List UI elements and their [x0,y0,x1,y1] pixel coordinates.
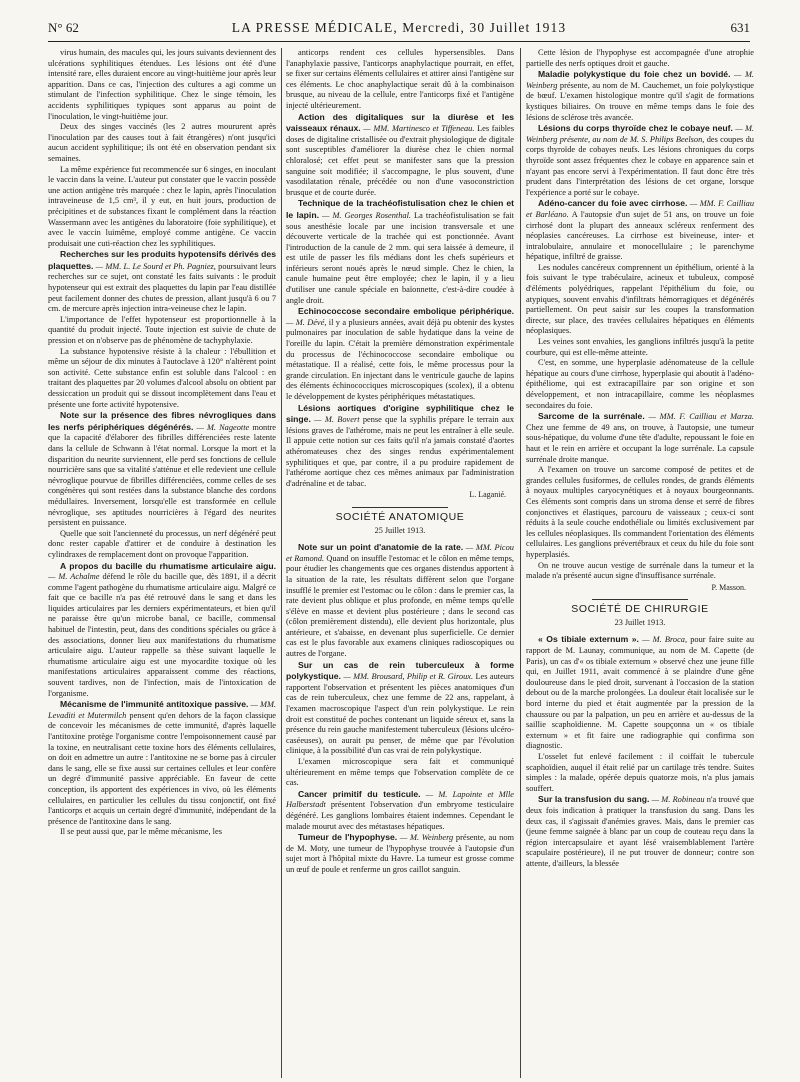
page-header [48,20,750,40]
article-authors: — MM. Martinesco et Tiffeneau. [363,124,475,134]
article-authors: — MM. Picou et Ramond. [286,543,514,563]
article-authors: — M. Broca, [642,635,688,645]
article-text: montre que la capacité d'élaborer des fibrilles différenciées reste latente dans la cellule de Schwann à l'état normal. Lorsque la mort et la disparition du neurite surviennent, elle perd ses fonctions de cellule nourricière sans que sa vitalité s'atténue et elle redevient une cellule névroglique pourvue de fibrilles différenciées, comme celles de ses congénères qui sont restées dans la substance blanche des cordons médullaires. Inversement, lorsqu'elle est transformée en cellule névroglique, ses aptitudes nourricières à l'égard des neurites persistent en puissance. [48,422,276,528]
session-date: 25 Juillet 1913. [374,525,426,535]
article-authors: — M. Weinberg [526,70,754,90]
article-paragraph [286,403,514,490]
paragraph: L'osselet fut enlevé facilement : il coiffait le tubercule scaphoïdien, auquel il était relié par un cartilage très tendre. Suites simples : la malade, opérée depuis quatorze mois, n'a plus jamais souffert. [526,752,754,793]
page-number: 631 [730,20,750,35]
article-text: Chez une femme de 49 ans, on trouve, à l'autopsie, une tumeur sous-hépatique, du volume d'une tête d'adulte, repoussant le foie en haut et le rein en arrière et occupant la loge surrénale. La capsule surrénale droite manque. [526,422,754,464]
paragraph: A l'examen on trouve un sarcome composé de petites et de grandes cellules fusiformes, de cellules rondes, de grands éléments à noyaux multiples caryocynétiques et à noyaux bourgeonnants. Ces éléments sont compris dans un stroma dense et serré de fibres conjonctives et élastiques, parcouru de vaisseaux ; ceux-ci sont réduits à la seule couche endothéliale ou limités exclusivement par les cellules néoplasiques. Ils commandent l'orientation des éléments cellulaires. Les ganglions prévertébraux et ceux du hile du foie sont hyperplasiés. [526,465,754,559]
article-heading: Note sur la présence des fibres névrogliques dans les nerfs périphériques dégénérés. [48,410,276,432]
article-heading: Note sur un point d'anatomie de la rate. [298,542,464,553]
column-divider [520,48,521,1078]
journal-title: LA PRESSE MÉDICALE, Mercredi, 30 Juillet 1913 [231,20,567,35]
article-heading: Cancer primitif du testicule. [298,788,421,799]
paragraph: Cette lésion de l'hypophyse est accompagnée d'une atrophie partielle des nerfs optiques droit et gauche. [526,48,754,68]
article-text: des coupes du corps thyroïde de cobayes neufs. Les lésions chroniques du corps thyroïde sont assez fréquentes chez le cobaye en apparence sain et n'ayant pas encore servi à l'expérimentation. Il faut donc être très prudent dans l'interprétation des lésions de cet organe, lorsque l'expérience a porté sur le cobaye. [526,134,754,197]
section-heading [526,599,754,615]
article-paragraph [48,561,276,700]
article-heading: Recherches sur les produits hypotensifs dérivés des plaquettes. [48,249,276,271]
article-heading: Echinococcose secondaire embolique périphérique. [298,306,514,317]
article-text: Les auteurs rapportent l'observation et présentent les pièces anatomiques d'un cas de rein tuberculeux, chez une femme de 22 ans, rappelant, à l'examen macroscopique l'aspect d'un rein polykystique. Le rein droit est constitué de poches contenant un liquide séreux et, sans la présence du rein gauche manifestement tuberculeux (lésions ulcéro-caséeuses), on aurait pu penser, de même que par l'évolution clinique, à la possibilité d'un cas vrai de rein polykystique. [286,672,514,756]
article-text: n'a trouvé que deux fois indication à pratiquer la transfusion du sang. Dans les deux cas, il s'agissait d'anémies graves. Mais, dans le premier cas (jeune femme saignée à blanc par un coup de couteau reçu dans la région intercapsulaire et ayant lésé vraisemblablement l'artère scapulaire postérieure), il ne put trouver de donneur; contre son attente, d'ailleurs, la blessée [526,795,754,868]
article-text: présentent l'observation d'un embryome testiculaire dégénéré. Les ganglions lombaires étaient indemnes. Cependant le malade mourut avec des métastases hépatiques. [286,800,514,831]
article-authors: — M. Robineau [651,795,705,805]
article-paragraph [526,69,754,123]
paragraph: Les nodules cancéreux comprennent un épithélium, orienté à la fois suivant le type trabéculaire, acineux et tubuleux, composé d'éléments polyédriques, rappelant l'épithélium du foie, ou atypiques, souvent envahis d'infiltrats hémorragiques et dégénérés partiellement. On peut saisir sur les coupes la transformation directe, sur place, des travées cellulaires hépatiques en éléments néoplasiques. [526,262,754,336]
article-paragraph [286,660,514,757]
article-paragraph [286,112,514,199]
article-text: pour faire suite au rapport de M. Launay, communique, au nom de M. Capette (de Paris), un cas d'« os tibiale externum » observé chez une jeune fille qui, en Juillet 1911, avait commencé à se plaindre d'une gêne douloureuse dans le pied droit, survenant à l'occasion de la station debout ou de la marche prolongées. La douleur était localisée sur le bord interne du pied et était augmentée par la pression de la chaussure ou par la palpation, un peu en arrière et au-dessus de la saillie scaphoïdienne. M. Capette soupçonna un « os tibiale externum » et fit faire une radiographie qui confirma son diagnostic. [526,635,754,751]
article-paragraph [526,634,754,752]
issue-number: N° 62 [48,20,79,35]
paragraph: L'examen microscopique sera fait et communiqué ultérieurement en même temps que l'observation complète de ce cas. [286,757,514,788]
header-rule [48,41,750,42]
article-paragraph [286,832,514,875]
article-text: La trachéofistulisation se fait sous anesthésie locale par une incision transversale et une découverte verticale de la trachée qui est ponctionnée. Avant l'introduction de la canule de 2 mm. qui sera laissée à demeure, il est utile de passer les fils médians dont les chefs supérieurs et inférieurs seront noués après le nœud simple. Chez le chien, la canule humaine peut être employée; chez le lapin, il y a lieu d'utiliser une canule spéciale en baïonnette, c'est-à-dire coudée à angle droit. [286,210,514,305]
section-rule [592,599,688,600]
paragraph: Les veines sont envahies, les ganglions infiltrés jusqu'à la petite courbure, qui est elle-même atteinte. [526,337,754,357]
article-paragraph [48,410,276,529]
article-paragraph [526,198,754,263]
article-heading: Lésions aortiques d'origine syphilitique chez le singe. [286,402,514,425]
article-authors: — M. Bovert [314,415,360,425]
article-authors: — M. Lapointe et Mlle Halberstadt [286,789,514,810]
article-heading: Technique de la trachéofistulisation chez le chien et le lapin. [286,198,514,220]
author-signature: P. Masson. [711,582,746,592]
article-authors: — MM. F. Cailliau et Marza. [648,412,754,422]
article-text: pense que la syphilis prépare le terrain aux lésions graves de l'athérome, mais ne peut les entraîner à elle seule. Il appuie cette notion sur ces faits qu'il n'a jamais constaté d'aortes athéromateuses chez des singes rendus expérimentalement syphilitiques et que, par contre, il a pu produire rapidement de l'athérome aortique chez ces mêmes animaux par l'administration d'adrénaline et de tabac. [286,415,514,488]
article-text: défend le rôle du bacille que, dès 1891, il a décrit comme l'agent pathogène du rhumatisme articulaire aigu. Malgré ce fait que ce bacille n'a pas été retrouvé dans le sang et dans les liquides articulaires par les derniers expérimentateurs, et bien qu'il ne paraisse être qu'un microbe banal, ce bacille, commensal habituel de l'intestin, peut, dans des conditions spéciales ou grâce à des associations, donner lieu aux manifestations du rhumatisme articulaire aigu. L'auteur rappelle sa thèse suivant laquelle le rhumatisme articulaire aigu est une myocardite toxique où les manifestations articulaires apparaissent comme des réactions, souvent tardives, non de l'infection, mais de l'intoxication de l'organisme. [48,572,276,698]
paragraph: La substance hypotensive résiste à la chaleur : l'ébullition et même un séjour de dix minutes à l'autoclave à 120° n'altèrent point son activité. Cette substance enfin est soluble dans l'alcool : en traitant des plaquettes par 20 volumes d'alcool absolu on obtient par dessiccation un produit qui se dissout incomplètement dans l'eau et présente une forte activité hypotensive. [48,346,276,409]
paragraph: L'importance de l'effet hypotenseur est proportionnelle à la quantité du produit injecté. Toute injection est suivie de chute de pression et on n'observe pas de phénomène de tachyphylaxie. [48,314,276,346]
article-authors: — MM. L. Le Sourd et Ph. Pagniez, [95,261,216,271]
article-heading: Maladie polykystique du foie chez un bovidé. [538,69,731,80]
column-3 [526,48,754,1080]
article-authors: — M. Nageotte [196,422,250,432]
article-authors: — M. Achalme [48,572,100,582]
article-paragraph [48,249,276,315]
article-authors: — MM. Brousard, Philip et R. Giroux. [343,672,474,682]
article-heading: Action des digitaliques sur la diurèse et les vaisseaux rénaux. [286,111,514,134]
paragraph: La même expérience fut recommencée sur 6 singes, en inoculant le vaccin dans la veine. L'auteur put constater que le vaccin possède une action antigène très marquée : chez le lapin, après l'inoculation intraveineuse de 1,5 cm³, il y eut, en huit jours, production de précipitines et de substances fixant le complément dans la réaction Wassermann avec les antigènes du laboratoire (foie syphilitique), et avec le vaccin luimême, employé comme antigène. Ce vaccin produisait une cuti-réaction chez les syphilitiques. [48,164,276,248]
article-paragraph [526,794,754,869]
article-authors: — M. Dévé, [286,317,327,327]
paragraph: C'est, en somme, une hyperplasie adénomateuse de la cellule hépatique au cours d'une cirrhose, hyperplasie qui aboutit à l'adéno-épithéliome, qui est extracapillaire par son origine et son développement, et non intracapillaire, comme les néoplasmes secondaires du foie. [526,358,754,410]
article-authors: — M. Weinberg [399,833,454,843]
column-1 [48,48,276,1080]
article-authors: — M. Georges Rosenthal. [322,210,411,220]
article-paragraph [286,542,514,660]
article-paragraph [526,123,754,198]
section-heading [286,507,514,523]
article-authors: — MM. F. Cailliau et Barléano. [526,199,754,219]
paragraph: virus humain, des macules qui, les jours suivants deviennent des ulcérations syphilitiques étendues. Les lésions ont été d'une intensité rare, elles duraient encore au vingt-huitième jour après leur apparition. Dans ce cas, l'injection des cultures a agi comme un stimulant de l'infection syphilitique. Chez le singe témoin, les accidents syphilitiques typiques sont apparus au point de l'inoculation, le vingt-huitième jour. [48,48,276,121]
article-heading: Lésions du corps thyroïde chez le cobaye neuf. [538,123,733,134]
article-text: poursuivant leurs recherches sur ce sujet, ont constaté les faits suivants : le produit hypotenseur qui est extrait des plaquettes du lapin par l'eau distillée peut facilement donner des chutes de pression, allant jusqu'à 6 ou 7 cm. de mercure après injection intra-veineuse chez le lapin. [48,261,276,314]
article-heading: Sarcome de la surrénale. [538,411,645,422]
paragraph: Il se peut aussi que, par le même mécanisme, les [60,827,222,837]
session-date: 23 Juillet 1913. [614,617,666,627]
article-paragraph [286,198,514,306]
article-paragraph [286,789,514,832]
article-heading: « Os tibiale externum ». [538,634,639,645]
column-divider [281,48,282,1078]
article-text: pensent qu'en dehors de la façon classique de concevoir les mécanismes de cette immunité, d'après laquelle l'antitoxine protège l'organisme contre l'empoisonnement causé par la toxine, en neutralisant cette toxine hors des éléments cellulaires, on doit en admettre un autre : l'antitoxine ne se borne pas à circuler dans le sang, elle se fixe aussi sur certaines cellules et leur confère un degré d'immunité passive appréciable. En faveur de cette conception, ils apportent des expériences in vivo, où les éléments cellulaires, en particulier les cellules du tissu conjonctif, ont fixé l'anticorps et acquis un certain degré d'immunité, indépendant de la présence de l'antitoxine dans le sang. [48,710,276,826]
article-text: présente, au nom de M. Cauchemet, un foie polykystique de bœuf. L'examen histologique montre qu'il s'agit de formations kystiques biliaires. On trouve en même temps dans le foie des lésions de sclérose très avancée. [526,80,754,122]
article-heading: A propos du bacille du rhumatisme articulaire aigu. [60,560,276,571]
article-text: Quand on insuffle l'estomac et le côlon en même temps, pour étudier les changements que ces organes distendus apportent à la situation de la rate, les résultats diffèrent selon que l'organe insufflé le premier est l'estomac ou le côlon : dans le premier cas, la rate devient plus oblique et plus profonde, en même temps qu'elle s'élève en masse et devient plus postérieure ; dans le second cas (côlon premièrement distendu), elle devient plus horizontale, plus antérieure, et s'abaisse, en devenant plus superficielle. Ce dernier cas est le plus favorable aux examens cliniques radioscopiques ou autres de l'organe. [286,553,514,659]
paragraph: Quelle que soit l'ancienneté du processus, un nerf dégénéré peut donc rester capable d'attirer et de conduire à destination les cylindraxes de remplacement dont on provoque l'apparition. [48,528,276,559]
section-title: SOCIÉTÉ ANATOMIQUE [335,510,465,523]
article-heading: Tumeur de l'hypophyse. [298,832,398,843]
article-paragraph [48,699,276,827]
article-text: présente, au nom de M. Moty, une tumeur de l'hypophyse trouvée à l'autopsie d'un sujet mort à l'hôpital mixte du Havre. La tumeur est grosse comme un œuf de poule et renferme un gros caillot sanguin. [286,833,514,874]
article-heading: Adéno-cancer du foie avec cirrhose. [538,198,688,209]
article-text: Les faibles doses de digitaline cristallisée ou d'extrait physiologique de digitale sont susceptibles d'améliorer la diurèse chez le chien normal chloralosé; cet effet peut se manifester sans que la pression sanguine soit modifiée; il s'accompagne, le plus souvent, d'une vasodilatation rénale, précédée ou non d'une vasoconstriction brusque et de courte durée. [286,124,514,197]
column-2 [286,48,514,1080]
article-paragraph [526,411,754,465]
paragraph: On ne trouve aucun vestige de surrénale dans la tumeur et la malade n'a présenté aucun signe d'insuffisance surrénale. [526,560,754,581]
section-rule [352,507,448,508]
author-signature: L. Laganié. [469,490,506,500]
section-title: SOCIÉTÉ DE CHIRURGIE [571,603,709,616]
article-text: A l'autopsie d'un sujet de 51 ans, on trouve un foie cirrhosé dont la plupart des anneaux scléreux renferment des néoplasies cancéreuses. La cirrhose est biveineuse, inter- et intralobulaire, annulaire et monocellulaire ; le parenchyme hépatique, infiltré de graisse. [526,209,754,262]
article-text: il y a plusieurs années, avait déjà pu obtenir des kystes pulmonaires par inoculation de sable hydatique dans la veine de l'oreille du lapin. C'était la première démonstration expérimentale du processus de l'échinococcose secondaire embolique ou métastatique. Il a réalisé, cette fois, le même processus pour la grande circulation. En injectant dans le ventricule gauche de lapins des éléments échinococciques microscopiques (scolex), il a obtenu le développement de kystes périphériques métastatiques. [286,317,514,401]
article-heading: Sur la transfusion du sang. [538,794,650,805]
article-heading: Sur un cas de rein tuberculeux à forme polykystique. [286,659,514,682]
paragraph: Deux des singes vaccinés (les 2 autres moururent après l'inoculation par des causes tout à fait étrangères) n'ont jusqu'ici aucun accident syphilitique; ils ont été en observation pendant six semaines. [48,122,276,163]
article-heading: Mécanisme de l'immunité antitoxique passive. [60,699,249,710]
article-authors: — MM. Levaditi et Mutermilch [48,700,276,720]
article-authors: — M. Weinberg présente, au nom de M. S. Philips Beelson, [526,124,754,144]
paragraph: anticorps rendent ces cellules hypersensibles. Dans l'anaphylaxie passive, l'anticorps anaphylactique pourrait, en effet, se fixer sur certains éléments cellulaires et attirer ainsi l'antigène sur ces éléments. Le choc anaphylactique serait dû à la combinaison brusque, au niveau de la cellule, entre l'anticorps fixé et l'antigène injecté ultérieurement. [286,48,514,110]
article-paragraph [286,306,514,402]
